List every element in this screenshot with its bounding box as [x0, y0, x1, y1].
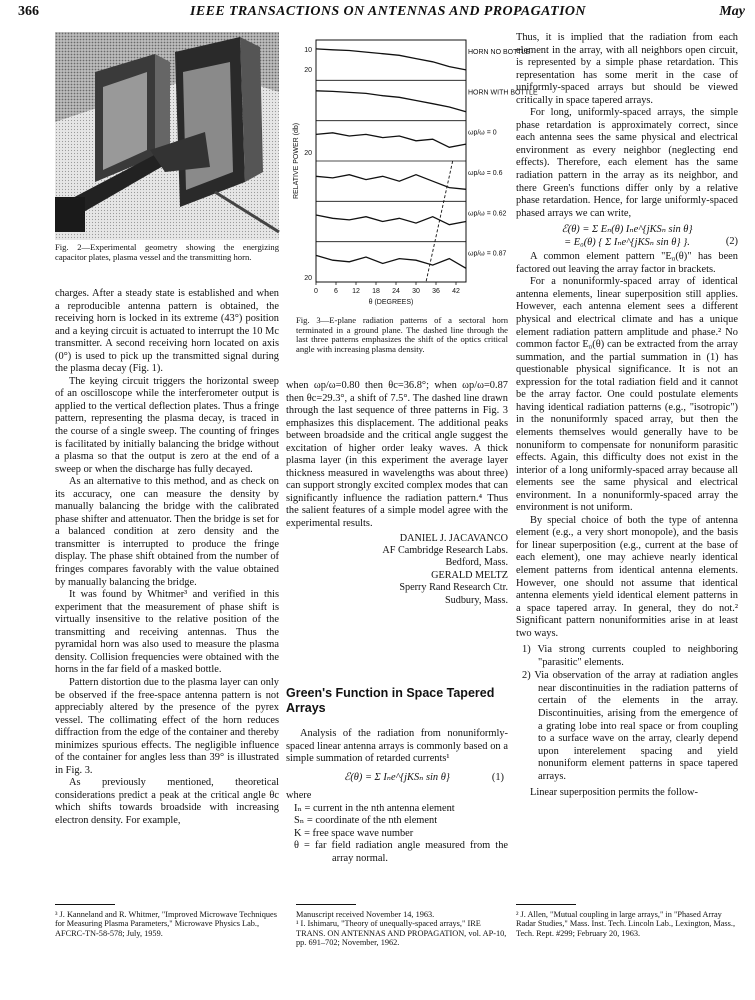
x-tick-label: 30 [412, 288, 420, 295]
definition: θ = far field radiation angle measured from the array normal. [294, 840, 508, 864]
definition: Sₙ = coordinate of the nth element [294, 815, 438, 827]
pattern-curve [316, 215, 466, 225]
paragraph: Linear superposition permits the follow- [530, 787, 698, 799]
fig3-plot-area [293, 40, 538, 306]
received-note: Manuscript received November 14, 1963. [296, 910, 435, 919]
equation-line: ℰ(θ) = Σ Eₙ(θ) Iₙe^{jKSₙ sin θ} [561, 224, 693, 236]
pattern-curve [316, 91, 466, 112]
paragraph: when ωp/ω=0.80 then θc=36.8°; when ωp/ω=0.87 then θc=29.3°, a shift of 7.5°. The dashed line drawn through the last sequence of three patterns in Fig. 3 emphasizes this displacement. The additional peaks between broadside and the critical angle suggest the excitation of higher order leaky waves. A thick plasma layer (in this experiment the average layer thickness measured in wavelengths was about three) can support strongly excited complex modes that can significantly influence the radiation pattern.⁴ Thus the salient features of a simple model agree with the experimental results. [286, 380, 508, 530]
panel-label: ωp/ω = 0.87 [468, 250, 507, 258]
reference-note: ¹ I. Ishimaru, "Theory of unequally-spaced arrays," IRE TRANS. ON ANTENNAS AND PROPAGATION, vol. AP-10, pp. 691–702; November, 1962. [296, 919, 507, 948]
equation-2 [516, 224, 738, 249]
footnote: ² J. Allen, "Mutual coupling in large arrays," in "Phased Array Radar Studies," Mass. Inst. Tech. Lincoln Lab., Lexington, Mass., Tech. Rept. #299; February 20, 1963. [516, 910, 736, 938]
paragraph: For a nonuniformly-spaced array of identical antenna elements, linear superposition still applies. However, each antenna element sees a different physical and electrical climate and has a unique element radiation pattern amplitude and phase.² No common factor E₀(θ) can be extracted from the array summation, and the partial summation in (1) has questionable physical significance. It is not an expression for the total radiation field and it cannot be the array factor. One could postulate elements having identical radiation patterns (e.g., "isotropic") in the nonuniformly spaced array, but then the elements themselves would generally have to be nonuniform to compensate for nonuniform parasitic effects. Again, this difficulty does not exist in the interior of a long uniformly-spaced array because all elements see the same physical and electrical environment. In a nonuniformly-spaced array the environment is not uniform. [516, 276, 738, 514]
y-tick-label: 20 [304, 150, 312, 157]
running-header [18, 4, 745, 24]
paragraph: Pattern distortion due to the plasma layer can only be observed if the free-space antenna pattern is not appreciably altered by the presence of the pyrex vessel. The collimating effect of the horn reduces diffraction from the edge of the container and thereby minimizes spurious effects. The negligible influence of the container for angles less than 39° is illustrated in Fig. 3. [55, 676, 279, 776]
paragraph: It was found by Whitmer³ and verified in this experiment that the measurement of phase shift is virtually insensitive to the relative position of the transmitting and receiving antennas. Thus the pyramidal horn was also used to measure the plasma density. Collision frequencies were obtained with the horns in the far field of a masked bottle. [55, 589, 279, 676]
paragraph: As an alternative to this method, and as check on its accuracy, one can measure the density by manually balancing the bridge with the calibrated phase shifter and attenuator. Then the bridge is set for a balanced condition at zero density and the transmitter is interrupted to produce the fringe display. The phase shift obtained from the number of fringes compares favorably with the value obtained by manually balancing the bridge. [55, 476, 279, 588]
pattern-curve [316, 255, 466, 268]
equation-1 [286, 772, 508, 785]
paragraph: Thus, it is implied that the radiation from each element in the array, with all neighbors open circuit, is represented by a simple phase retardation. This representation has some merit in the case of uniformly-spaced arrays but should be viewed critically in space tapered arrays. [516, 32, 738, 106]
journal-title: IEEE TRANSACTIONS ON ANTENNAS AND PROPAGATION [190, 4, 586, 19]
column-3 [516, 32, 738, 800]
paragraph: A common element pattern "E₀(θ)" has been factored out leaving the array factor in brackets. [516, 251, 738, 275]
enumerated-list [516, 644, 738, 783]
column-1 [55, 288, 279, 828]
paragraph: As previously mentioned, theoretical considerations predict a peak at the critical angle θc which shifts towards broadside with increasing electron density. For example, [55, 777, 279, 826]
x-tick-label: 12 [352, 288, 360, 295]
equation-body: ℰ(θ) = Σ Iₙe^{jKSₙ sin θ} [344, 771, 450, 783]
equation-number: (2) [725, 236, 738, 248]
equation-line: = E₀(θ) { Σ Iₙe^{jKSₙ sin θ} }. [564, 236, 690, 248]
section-title: Green's Function in Space Tapered Arrays [286, 686, 495, 715]
panel-label: HORN WITH BOTTLE [468, 89, 538, 97]
footnote [296, 910, 508, 948]
x-axis-label: θ (DEGREES) [368, 299, 414, 306]
author-name: GERALD MELTZ [431, 569, 508, 581]
paragraph: For long, uniformly-spaced arrays, the simple phase retardation is approximately correct, since each antenna sees the same physical and electrical environment as every neighbor (neglecting end effects). Therefore, each element has the same radiation pattern in the array as its neighbor, and there Green's functions differ only by a relative phase retardation. Hence, for large uniformly-spaced phased arrays we can write, [516, 107, 738, 219]
panel-label: ωp/ω = 0.6 [468, 170, 503, 177]
location: Sudbury, Mass. [444, 594, 508, 606]
location: Bedford, Mass. [445, 557, 508, 569]
definition: K = free space wave number [294, 827, 414, 839]
list-item: 2) Via observation of the array at radiation angles near discontinuities in the radiation patterns of certain of the elements in the array. Discontinuities, arising from the emergence of a grating lobe into real space or from coupling to a surface wave on the array, clearly depend upon interelement spacing and yield nonuniform element patterns in space tapered arrays. [522, 670, 738, 782]
paragraph: Analysis of the radiation from nonuniformly-spaced linear antenna arrays is commonly based on a simple summation of retarded currents¹ [286, 728, 508, 765]
definition-list [294, 803, 508, 866]
pattern-curve [316, 133, 466, 148]
y-tick-label: 20 [304, 275, 312, 282]
x-tick-label: 6 [334, 288, 338, 295]
issue-month: May [719, 4, 745, 19]
paragraph: charges. After a steady state is established and when a reproducible antenna pattern is obtained, the receiving horn is locked in its extreme (43°) position and a keying circuit is actuated to interrupt the 10 Mc transmitter. A second receiving horn located on axis (0°) is used to pick up the transmitted signal during the plasma decay (Fig. 1). [55, 288, 279, 375]
definition: Iₙ = current in the nth antenna element [294, 802, 455, 814]
author-signature [286, 533, 508, 607]
y-tick-label: 10 [304, 47, 312, 54]
affiliation: Sperry Rand Research Ctr. [399, 582, 508, 594]
footnote-rule [516, 904, 576, 905]
y-tick-label: 20 [304, 67, 312, 74]
x-tick-label: 24 [392, 288, 400, 295]
panel-label: ωp/ω = 0 [468, 129, 497, 137]
footnote-rule [296, 904, 356, 905]
where-label: where [286, 790, 312, 802]
fig2-caption: Fig. 2—Experimental geometry showing the energizing capacitor plates, plasma vessel and the transmitting horn. [55, 242, 279, 262]
fig2-photo [55, 32, 279, 240]
pattern-curve [316, 49, 466, 70]
column-2 [286, 380, 508, 607]
panel-label: ωp/ω = 0.62 [468, 210, 507, 218]
x-tick-label: 36 [432, 288, 440, 295]
fig3-caption: Fig. 3—E-plane radiation patterns of a sectoral horn terminated in a ground plane. The dashed line through the last three patterns emphasizes the shift of the optics critical angle with increasing plasma density. [296, 315, 508, 354]
fig3-chart [286, 32, 538, 312]
critical-angle-line [426, 161, 453, 282]
footnote: ³ J. Kanneland and R. Whitmer, "Improved Microwave Techniques for Measuring Plasma Parameters," Microwave Physics Lab., AFCRC-TN-58-578; July, 1959. [55, 910, 277, 938]
list-item: 1) Via strong currents coupled to neighboring "parasitic" elements. [522, 644, 738, 668]
paragraph: The keying circuit triggers the horizontal sweep of an oscilloscope while the interferometer output is applied to the vertical deflection plates. Thus a fringe pattern, representing the plasma decay, is traced in the course of a single sweep. The counting of fringes is facilitated by initially balancing the bridge without a plasma so that the output is zero at the end of a sweep or when the discharge has fully decayed. [55, 375, 279, 475]
column-2-lower [286, 728, 508, 865]
affiliation: AF Cambridge Research Labs. [382, 544, 508, 556]
x-tick-label: 18 [372, 288, 380, 295]
author-name: DANIEL J. JACAVANCO [399, 532, 508, 544]
panel-label: HORN NO BOTTLE [468, 49, 531, 56]
x-tick-label: 0 [314, 288, 318, 295]
equation-number: (1) [491, 771, 504, 783]
footnote-rule [55, 904, 115, 905]
page-number: 366 [18, 4, 39, 19]
pattern-curve [316, 175, 466, 190]
paragraph: By special choice of both the type of antenna element (e.g., a very short monopole), and the basis for linear superposition (e.g., current at the base of each element), one may achieve nearly identical element patterns from identical antenna elements. However, one should not assume that identical antenna elements yield identical element patterns in a space tapered array. In general, they do not.² Significant pattern nonuniformities arise in at least two ways. [516, 514, 738, 639]
x-tick-label: 42 [452, 288, 460, 295]
y-axis-label: RELATIVE POWER (db) [293, 122, 300, 200]
